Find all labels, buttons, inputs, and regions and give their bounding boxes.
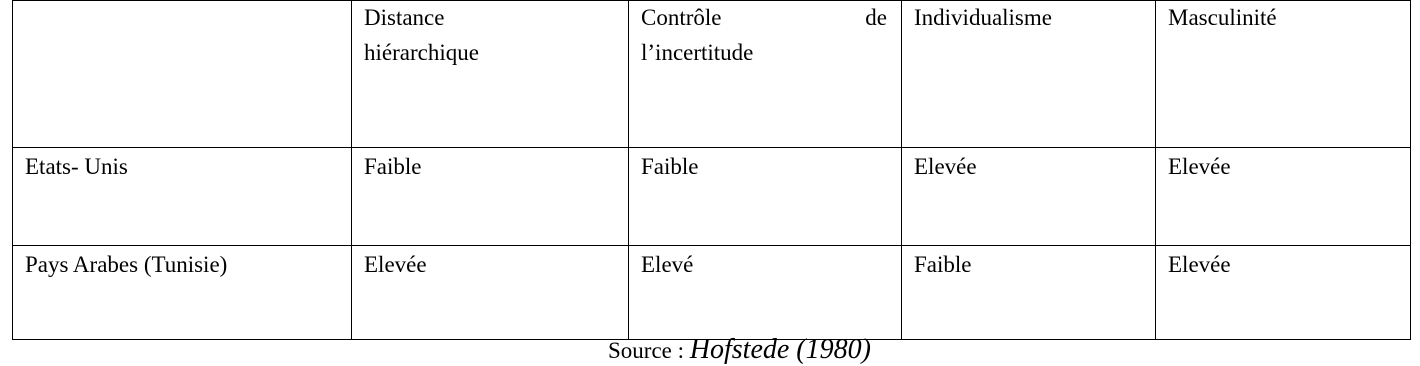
header-text: de — [865, 5, 887, 30]
table-cell: Elevé — [629, 246, 902, 340]
table-cell: Faible — [629, 148, 902, 246]
header-distance-hierarchique — [352, 1, 629, 148]
table-cell: Elevée — [352, 246, 629, 340]
table-source-caption — [608, 334, 871, 366]
table-cell: Elevée — [1156, 246, 1411, 340]
header-text: hiérarchique — [364, 39, 479, 65]
header-text: Distance — [364, 5, 445, 30]
table-header-row — [13, 1, 1411, 148]
table-cell: Faible — [352, 148, 629, 246]
table-cell: Elevée — [1156, 148, 1411, 246]
header-text: l’incertitude — [641, 39, 754, 65]
comparison-table — [12, 0, 1411, 340]
country-cell: Etats- Unis — [13, 148, 352, 246]
table-cell: Elevée — [902, 148, 1156, 246]
table-row — [13, 246, 1411, 340]
header-individualisme — [902, 1, 1156, 148]
country-cell: Pays Arabes (Tunisie) — [13, 246, 352, 340]
header-text: Individualisme — [914, 5, 1052, 30]
header-masculinite — [1156, 1, 1411, 148]
header-controle-incertitude — [629, 1, 902, 148]
caption-prefix: Source : — [608, 338, 685, 363]
table-row — [13, 148, 1411, 246]
table-cell: Faible — [902, 246, 1156, 340]
caption-author: Hofstede (1980) — [689, 334, 871, 365]
header-text: Masculinité — [1168, 5, 1277, 30]
corner-cell — [13, 1, 352, 148]
header-text: Contrôle — [641, 5, 722, 30]
